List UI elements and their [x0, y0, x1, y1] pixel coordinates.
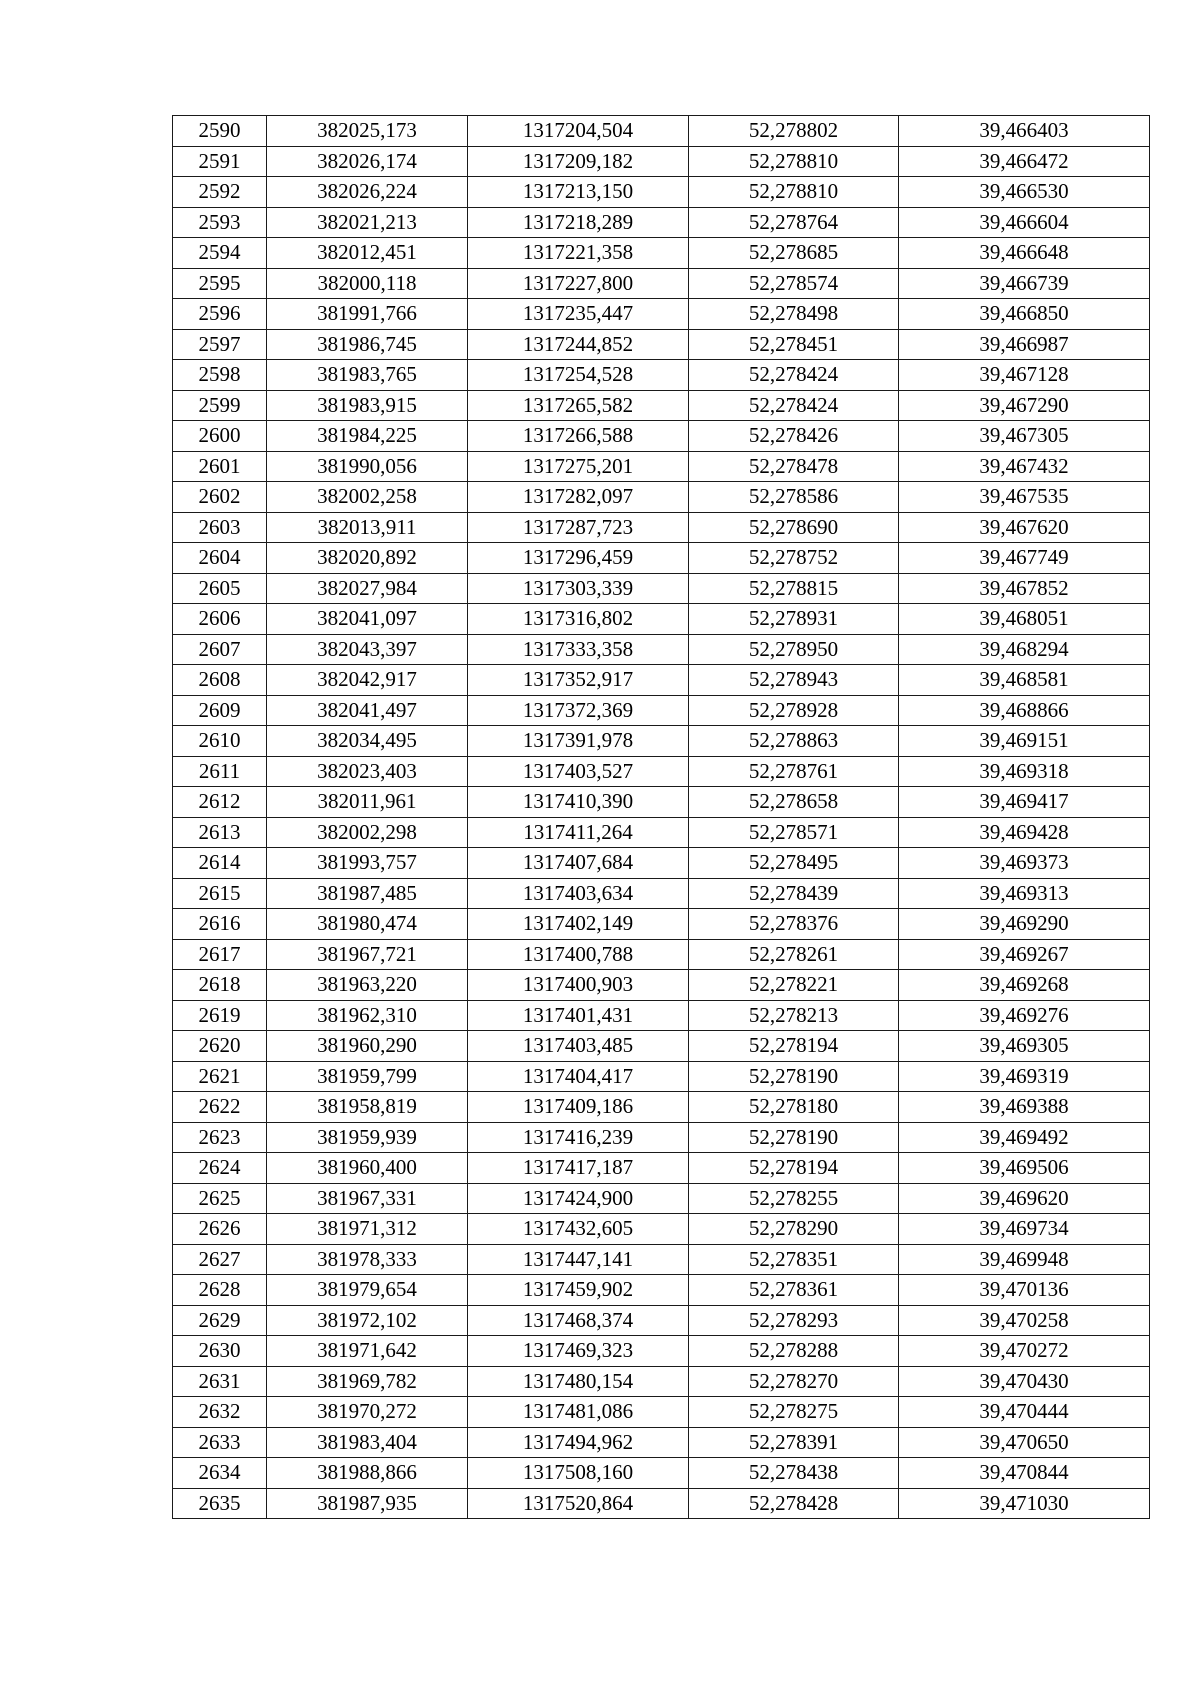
x-coordinate-cell: 381983,404: [267, 1427, 468, 1458]
point-number-cell: 2598: [173, 360, 267, 391]
longitude-cell: 39,469734: [899, 1214, 1150, 1245]
x-coordinate-cell: 381958,819: [267, 1092, 468, 1123]
longitude-cell: 39,470844: [899, 1458, 1150, 1489]
y-coordinate-cell: 1317352,917: [468, 665, 689, 696]
point-number-cell: 2594: [173, 238, 267, 269]
latitude-cell: 52,278943: [689, 665, 899, 696]
table-row: [173, 1092, 1150, 1123]
y-coordinate-cell: 1317416,239: [468, 1122, 689, 1153]
latitude-cell: 52,278931: [689, 604, 899, 635]
x-coordinate-cell: 381991,766: [267, 299, 468, 330]
table-row: [173, 817, 1150, 848]
latitude-cell: 52,278275: [689, 1397, 899, 1428]
y-coordinate-cell: 1317468,374: [468, 1305, 689, 1336]
point-number-cell: 2634: [173, 1458, 267, 1489]
table-row: [173, 1427, 1150, 1458]
y-coordinate-cell: 1317303,339: [468, 573, 689, 604]
longitude-cell: 39,466403: [899, 116, 1150, 147]
point-number-cell: 2608: [173, 665, 267, 696]
table-row: [173, 1244, 1150, 1275]
point-number-cell: 2633: [173, 1427, 267, 1458]
table-row: [173, 268, 1150, 299]
table-row: [173, 604, 1150, 635]
point-number-cell: 2611: [173, 756, 267, 787]
x-coordinate-cell: 381963,220: [267, 970, 468, 1001]
latitude-cell: 52,278764: [689, 207, 899, 238]
table-row: [173, 848, 1150, 879]
x-coordinate-cell: 381983,915: [267, 390, 468, 421]
table-row: [173, 1214, 1150, 1245]
x-coordinate-cell: 381972,102: [267, 1305, 468, 1336]
point-number-cell: 2614: [173, 848, 267, 879]
longitude-cell: 39,467535: [899, 482, 1150, 513]
y-coordinate-cell: 1317409,186: [468, 1092, 689, 1123]
latitude-cell: 52,278685: [689, 238, 899, 269]
point-number-cell: 2603: [173, 512, 267, 543]
y-coordinate-cell: 1317469,323: [468, 1336, 689, 1367]
y-coordinate-cell: 1317401,431: [468, 1000, 689, 1031]
y-coordinate-cell: 1317410,390: [468, 787, 689, 818]
point-number-cell: 2618: [173, 970, 267, 1001]
point-number-cell: 2626: [173, 1214, 267, 1245]
longitude-cell: 39,469290: [899, 909, 1150, 940]
latitude-cell: 52,278478: [689, 451, 899, 482]
x-coordinate-cell: 381980,474: [267, 909, 468, 940]
x-coordinate-cell: 381979,654: [267, 1275, 468, 1306]
latitude-cell: 52,278428: [689, 1488, 899, 1519]
point-number-cell: 2621: [173, 1061, 267, 1092]
x-coordinate-cell: 381960,400: [267, 1153, 468, 1184]
x-coordinate-cell: 381960,290: [267, 1031, 468, 1062]
longitude-cell: 39,467432: [899, 451, 1150, 482]
point-number-cell: 2625: [173, 1183, 267, 1214]
y-coordinate-cell: 1317520,864: [468, 1488, 689, 1519]
table-row: [173, 1336, 1150, 1367]
table-row: [173, 421, 1150, 452]
longitude-cell: 39,466604: [899, 207, 1150, 238]
latitude-cell: 52,278439: [689, 878, 899, 909]
y-coordinate-cell: 1317296,459: [468, 543, 689, 574]
point-number-cell: 2620: [173, 1031, 267, 1062]
table-row: [173, 756, 1150, 787]
latitude-cell: 52,278810: [689, 177, 899, 208]
point-number-cell: 2591: [173, 146, 267, 177]
point-number-cell: 2628: [173, 1275, 267, 1306]
longitude-cell: 39,466472: [899, 146, 1150, 177]
table-row: [173, 1183, 1150, 1214]
point-number-cell: 2606: [173, 604, 267, 635]
y-coordinate-cell: 1317204,504: [468, 116, 689, 147]
longitude-cell: 39,470430: [899, 1366, 1150, 1397]
y-coordinate-cell: 1317316,802: [468, 604, 689, 635]
latitude-cell: 52,278351: [689, 1244, 899, 1275]
table-row: [173, 970, 1150, 1001]
longitude-cell: 39,469428: [899, 817, 1150, 848]
table-row: [173, 482, 1150, 513]
table-row: [173, 1305, 1150, 1336]
table-row: [173, 1153, 1150, 1184]
point-number-cell: 2619: [173, 1000, 267, 1031]
longitude-cell: 39,469305: [899, 1031, 1150, 1062]
y-coordinate-cell: 1317404,417: [468, 1061, 689, 1092]
longitude-cell: 39,467128: [899, 360, 1150, 391]
latitude-cell: 52,278290: [689, 1214, 899, 1245]
y-coordinate-cell: 1317287,723: [468, 512, 689, 543]
table-row: [173, 207, 1150, 238]
table-row: [173, 1366, 1150, 1397]
x-coordinate-cell: 381959,799: [267, 1061, 468, 1092]
latitude-cell: 52,278361: [689, 1275, 899, 1306]
y-coordinate-cell: 1317282,097: [468, 482, 689, 513]
point-number-cell: 2590: [173, 116, 267, 147]
table-row: [173, 238, 1150, 269]
latitude-cell: 52,278288: [689, 1336, 899, 1367]
point-number-cell: 2609: [173, 695, 267, 726]
longitude-cell: 39,467749: [899, 543, 1150, 574]
table-row: [173, 1275, 1150, 1306]
latitude-cell: 52,278574: [689, 268, 899, 299]
latitude-cell: 52,278190: [689, 1061, 899, 1092]
x-coordinate-cell: 381993,757: [267, 848, 468, 879]
latitude-cell: 52,278190: [689, 1122, 899, 1153]
x-coordinate-cell: 381978,333: [267, 1244, 468, 1275]
longitude-cell: 39,469268: [899, 970, 1150, 1001]
x-coordinate-cell: 381983,765: [267, 360, 468, 391]
y-coordinate-cell: 1317235,447: [468, 299, 689, 330]
point-number-cell: 2632: [173, 1397, 267, 1428]
longitude-cell: 39,469373: [899, 848, 1150, 879]
latitude-cell: 52,278180: [689, 1092, 899, 1123]
longitude-cell: 39,466648: [899, 238, 1150, 269]
x-coordinate-cell: 382002,298: [267, 817, 468, 848]
y-coordinate-cell: 1317402,149: [468, 909, 689, 940]
y-coordinate-cell: 1317391,978: [468, 726, 689, 757]
latitude-cell: 52,278426: [689, 421, 899, 452]
longitude-cell: 39,471030: [899, 1488, 1150, 1519]
latitude-cell: 52,278928: [689, 695, 899, 726]
table-row: [173, 329, 1150, 360]
point-number-cell: 2613: [173, 817, 267, 848]
latitude-cell: 52,278451: [689, 329, 899, 360]
latitude-cell: 52,278802: [689, 116, 899, 147]
point-number-cell: 2635: [173, 1488, 267, 1519]
latitude-cell: 52,278761: [689, 756, 899, 787]
x-coordinate-cell: 381967,331: [267, 1183, 468, 1214]
latitude-cell: 52,278810: [689, 146, 899, 177]
table-row: [173, 512, 1150, 543]
table-row: [173, 634, 1150, 665]
longitude-cell: 39,469318: [899, 756, 1150, 787]
latitude-cell: 52,278950: [689, 634, 899, 665]
point-number-cell: 2629: [173, 1305, 267, 1336]
longitude-cell: 39,467305: [899, 421, 1150, 452]
table-row: [173, 787, 1150, 818]
longitude-cell: 39,469620: [899, 1183, 1150, 1214]
x-coordinate-cell: 382012,451: [267, 238, 468, 269]
table-row: [173, 146, 1150, 177]
y-coordinate-cell: 1317221,358: [468, 238, 689, 269]
point-number-cell: 2631: [173, 1366, 267, 1397]
point-number-cell: 2592: [173, 177, 267, 208]
x-coordinate-cell: 381986,745: [267, 329, 468, 360]
latitude-cell: 52,278213: [689, 1000, 899, 1031]
x-coordinate-cell: 382013,911: [267, 512, 468, 543]
longitude-cell: 39,466530: [899, 177, 1150, 208]
y-coordinate-cell: 1317480,154: [468, 1366, 689, 1397]
table-row: [173, 878, 1150, 909]
table-row: [173, 451, 1150, 482]
point-number-cell: 2595: [173, 268, 267, 299]
longitude-cell: 39,469388: [899, 1092, 1150, 1123]
point-number-cell: 2630: [173, 1336, 267, 1367]
y-coordinate-cell: 1317403,527: [468, 756, 689, 787]
point-number-cell: 2604: [173, 543, 267, 574]
table-row: [173, 299, 1150, 330]
x-coordinate-cell: 382027,984: [267, 573, 468, 604]
x-coordinate-cell: 381959,939: [267, 1122, 468, 1153]
latitude-cell: 52,278438: [689, 1458, 899, 1489]
point-number-cell: 2600: [173, 421, 267, 452]
latitude-cell: 52,278495: [689, 848, 899, 879]
x-coordinate-cell: 381988,866: [267, 1458, 468, 1489]
y-coordinate-cell: 1317275,201: [468, 451, 689, 482]
latitude-cell: 52,278752: [689, 543, 899, 574]
table-row: [173, 116, 1150, 147]
y-coordinate-cell: 1317403,485: [468, 1031, 689, 1062]
point-number-cell: 2617: [173, 939, 267, 970]
coordinates-table-body: [173, 116, 1150, 1519]
y-coordinate-cell: 1317424,900: [468, 1183, 689, 1214]
longitude-cell: 39,470444: [899, 1397, 1150, 1428]
y-coordinate-cell: 1317209,182: [468, 146, 689, 177]
longitude-cell: 39,466987: [899, 329, 1150, 360]
point-number-cell: 2610: [173, 726, 267, 757]
x-coordinate-cell: 382023,403: [267, 756, 468, 787]
latitude-cell: 52,278270: [689, 1366, 899, 1397]
x-coordinate-cell: 381987,935: [267, 1488, 468, 1519]
table-row: [173, 1488, 1150, 1519]
x-coordinate-cell: 382000,118: [267, 268, 468, 299]
longitude-cell: 39,467852: [899, 573, 1150, 604]
longitude-cell: 39,470258: [899, 1305, 1150, 1336]
latitude-cell: 52,278261: [689, 939, 899, 970]
latitude-cell: 52,278690: [689, 512, 899, 543]
table-row: [173, 909, 1150, 940]
latitude-cell: 52,278424: [689, 390, 899, 421]
latitude-cell: 52,278391: [689, 1427, 899, 1458]
latitude-cell: 52,278221: [689, 970, 899, 1001]
x-coordinate-cell: 382002,258: [267, 482, 468, 513]
point-number-cell: 2624: [173, 1153, 267, 1184]
point-number-cell: 2615: [173, 878, 267, 909]
x-coordinate-cell: 382025,173: [267, 116, 468, 147]
longitude-cell: 39,466739: [899, 268, 1150, 299]
table-row: [173, 1122, 1150, 1153]
longitude-cell: 39,469267: [899, 939, 1150, 970]
x-coordinate-cell: 382011,961: [267, 787, 468, 818]
latitude-cell: 52,278376: [689, 909, 899, 940]
longitude-cell: 39,470136: [899, 1275, 1150, 1306]
table-row: [173, 177, 1150, 208]
longitude-cell: 39,466850: [899, 299, 1150, 330]
point-number-cell: 2599: [173, 390, 267, 421]
y-coordinate-cell: 1317372,369: [468, 695, 689, 726]
latitude-cell: 52,278863: [689, 726, 899, 757]
table-row: [173, 665, 1150, 696]
x-coordinate-cell: 381971,642: [267, 1336, 468, 1367]
y-coordinate-cell: 1317508,160: [468, 1458, 689, 1489]
latitude-cell: 52,278586: [689, 482, 899, 513]
longitude-cell: 39,470650: [899, 1427, 1150, 1458]
x-coordinate-cell: 381962,310: [267, 1000, 468, 1031]
y-coordinate-cell: 1317417,187: [468, 1153, 689, 1184]
x-coordinate-cell: 382026,174: [267, 146, 468, 177]
latitude-cell: 52,278194: [689, 1153, 899, 1184]
longitude-cell: 39,469313: [899, 878, 1150, 909]
latitude-cell: 52,278194: [689, 1031, 899, 1062]
longitude-cell: 39,469506: [899, 1153, 1150, 1184]
longitude-cell: 39,469276: [899, 1000, 1150, 1031]
y-coordinate-cell: 1317411,264: [468, 817, 689, 848]
y-coordinate-cell: 1317432,605: [468, 1214, 689, 1245]
latitude-cell: 52,278424: [689, 360, 899, 391]
y-coordinate-cell: 1317265,582: [468, 390, 689, 421]
x-coordinate-cell: 381969,782: [267, 1366, 468, 1397]
point-number-cell: 2593: [173, 207, 267, 238]
y-coordinate-cell: 1317403,634: [468, 878, 689, 909]
y-coordinate-cell: 1317227,800: [468, 268, 689, 299]
table-row: [173, 1061, 1150, 1092]
x-coordinate-cell: 381971,312: [267, 1214, 468, 1245]
longitude-cell: 39,467290: [899, 390, 1150, 421]
longitude-cell: 39,469948: [899, 1244, 1150, 1275]
x-coordinate-cell: 382020,892: [267, 543, 468, 574]
table-row: [173, 726, 1150, 757]
table-row: [173, 573, 1150, 604]
x-coordinate-cell: 381990,056: [267, 451, 468, 482]
y-coordinate-cell: 1317459,902: [468, 1275, 689, 1306]
x-coordinate-cell: 382043,397: [267, 634, 468, 665]
point-number-cell: 2596: [173, 299, 267, 330]
table-row: [173, 1000, 1150, 1031]
latitude-cell: 52,278571: [689, 817, 899, 848]
table-row: [173, 543, 1150, 574]
x-coordinate-cell: 381987,485: [267, 878, 468, 909]
x-coordinate-cell: 381984,225: [267, 421, 468, 452]
x-coordinate-cell: 382041,097: [267, 604, 468, 635]
table-row: [173, 360, 1150, 391]
latitude-cell: 52,278815: [689, 573, 899, 604]
x-coordinate-cell: 381967,721: [267, 939, 468, 970]
longitude-cell: 39,469319: [899, 1061, 1150, 1092]
table-row: [173, 1458, 1150, 1489]
longitude-cell: 39,467620: [899, 512, 1150, 543]
longitude-cell: 39,468581: [899, 665, 1150, 696]
longitude-cell: 39,468866: [899, 695, 1150, 726]
longitude-cell: 39,468294: [899, 634, 1150, 665]
point-number-cell: 2602: [173, 482, 267, 513]
longitude-cell: 39,469151: [899, 726, 1150, 757]
x-coordinate-cell: 381970,272: [267, 1397, 468, 1428]
y-coordinate-cell: 1317481,086: [468, 1397, 689, 1428]
table-row: [173, 1031, 1150, 1062]
table-row: [173, 939, 1150, 970]
y-coordinate-cell: 1317400,788: [468, 939, 689, 970]
latitude-cell: 52,278255: [689, 1183, 899, 1214]
y-coordinate-cell: 1317447,141: [468, 1244, 689, 1275]
table-row: [173, 1397, 1150, 1428]
y-coordinate-cell: 1317254,528: [468, 360, 689, 391]
table-row: [173, 695, 1150, 726]
y-coordinate-cell: 1317400,903: [468, 970, 689, 1001]
x-coordinate-cell: 382021,213: [267, 207, 468, 238]
point-number-cell: 2616: [173, 909, 267, 940]
latitude-cell: 52,278293: [689, 1305, 899, 1336]
point-number-cell: 2605: [173, 573, 267, 604]
y-coordinate-cell: 1317333,358: [468, 634, 689, 665]
y-coordinate-cell: 1317494,962: [468, 1427, 689, 1458]
point-number-cell: 2612: [173, 787, 267, 818]
y-coordinate-cell: 1317407,684: [468, 848, 689, 879]
longitude-cell: 39,469492: [899, 1122, 1150, 1153]
point-number-cell: 2622: [173, 1092, 267, 1123]
x-coordinate-cell: 382041,497: [267, 695, 468, 726]
y-coordinate-cell: 1317218,289: [468, 207, 689, 238]
coordinates-table: [172, 115, 1150, 1519]
longitude-cell: 39,469417: [899, 787, 1150, 818]
y-coordinate-cell: 1317213,150: [468, 177, 689, 208]
point-number-cell: 2607: [173, 634, 267, 665]
table-row: [173, 390, 1150, 421]
latitude-cell: 52,278658: [689, 787, 899, 818]
point-number-cell: 2601: [173, 451, 267, 482]
x-coordinate-cell: 382026,224: [267, 177, 468, 208]
x-coordinate-cell: 382034,495: [267, 726, 468, 757]
x-coordinate-cell: 382042,917: [267, 665, 468, 696]
point-number-cell: 2623: [173, 1122, 267, 1153]
point-number-cell: 2627: [173, 1244, 267, 1275]
longitude-cell: 39,470272: [899, 1336, 1150, 1367]
y-coordinate-cell: 1317266,588: [468, 421, 689, 452]
latitude-cell: 52,278498: [689, 299, 899, 330]
longitude-cell: 39,468051: [899, 604, 1150, 635]
point-number-cell: 2597: [173, 329, 267, 360]
y-coordinate-cell: 1317244,852: [468, 329, 689, 360]
